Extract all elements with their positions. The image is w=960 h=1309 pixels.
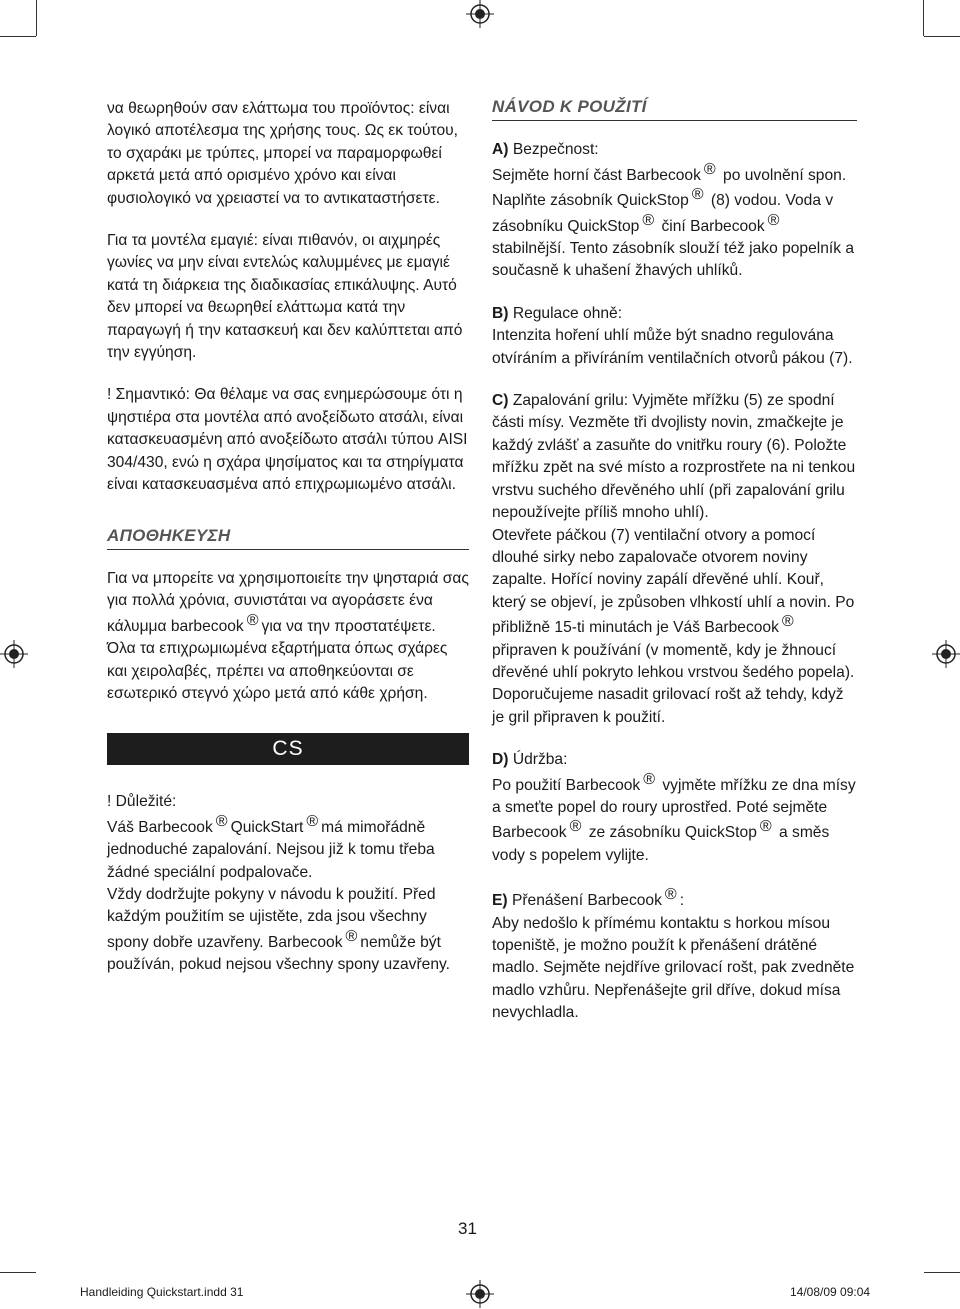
- section-a-heading: A) Bezpečnost:: [492, 141, 599, 159]
- section-c-text: Otevřete páčkou (7) ventilační otvory a pomocí dlouhé sirky nebo zapalovače otvorem noviny zapalte. Hořící noviny zapálí dřevěné uhlí. Kouř, který se objeví, je způsoben vlhkostí uhlí a novin. Po přibližně 15-ti minutách je Váš Barbecook ® připraven k používání (v momentě, kdy je žhnoucí dřevěné uhlí pokryto lehkou vrstvou šedého popela).: [492, 526, 855, 681]
- registered-icon: ®: [691, 186, 704, 204]
- registered-icon: ®: [703, 160, 716, 178]
- section-a-text: Sejměte horní část Barbecook ® po uvolnění spon. Naplňte zásobník QuickStop ® (8) vodou. Voda v zásobníku QuickStop ® činí Barbecook ® stabilnější. Tento zásobník slouží též jako popelník a současně k uhašení žhavých uhlíků.: [492, 160, 855, 280]
- registered-icon: ®: [642, 211, 655, 229]
- registration-mark-icon: [0, 640, 28, 668]
- section-b-heading: B) Regulace ohně:: [492, 304, 623, 322]
- section-c-text: Doporučujeme nasadit grilovací rošt až tehdy, když je gril připraven k použití.: [492, 686, 844, 726]
- language-bar: CS: [107, 733, 469, 765]
- page-number: 31: [458, 1219, 477, 1238]
- registration-mark-icon: [466, 1280, 494, 1308]
- storage-paragraph: Όλα τα επιχρωμιωμένα εξαρτήματα όπως σχάρες και χειρολαβές, πρέπει να αποθηκεύονται σε εσωτερικό στεγνό χώρο μετά από κάθε χρήση.: [107, 640, 448, 702]
- footer-file-info: Handleiding Quickstart.indd 31: [80, 1285, 244, 1299]
- greek-paragraph: να θεωρηθούν σαν ελάττωμα του προϊόντος: είναι λογικό αποτέλεσμα της χρήσης τους. Ως εκ τούτου, το σχαράκι με τρύπες, μπορεί να παραμορφωθεί αρκετά μετά από ορισμένο χρόνο και είναι φυσιολογικό να χρειαστεί να το αντικαταστήσετε.: [107, 100, 458, 207]
- registered-icon: ®: [345, 927, 358, 945]
- right-column: [492, 96, 857, 1025]
- storage-paragraph: Για να μπορείτε να χρησιμοποιείτε την ψησταριά σας για πολλά χρόνια, συνιστάται να αγοράσετε ένα κάλυμμα barbecook ® για να την προστατέψετε.: [107, 569, 469, 635]
- greek-important-note: ! Σημαντικό: Θα θέλαμε να σας ενημερώσουμε ότι η ψηστιέρα στα μοντέλα από ανοξείδωτο ατσάλι, είναι κατασκευασμένη από ανοξείδωτο ατσάλι τύπου AISI 304/430, ενώ η σχάρα ψησίματος και τα στηρίγματα είναι κατασκευασμένα από επιχρωμιωμένο ατσάλι.: [107, 386, 468, 494]
- registered-icon: ®: [767, 211, 780, 229]
- crop-mark: [0, 1272, 36, 1273]
- crop-mark: [923, 0, 924, 36]
- crop-mark: [924, 1272, 960, 1273]
- registered-icon: ®: [643, 770, 656, 788]
- storage-section-title: ΑΠΟΘΗΚΕΥΣΗ: [107, 525, 469, 550]
- registered-icon: ®: [759, 818, 772, 836]
- section-e-heading: E) Přenášení Barbecook ® :: [492, 886, 685, 910]
- registered-icon: ®: [215, 812, 228, 830]
- registered-icon: ®: [306, 812, 319, 830]
- footer-date-info: 14/08/09 09:04: [790, 1285, 871, 1299]
- cs-paragraph: Vždy dodržujte pokyny v návodu k použití. Před každým použitím se ujistěte, zda jsou všechny spony dobře uzavřeny. Barbecook ® nemůže být používán, pokud nejsou všechny spony uzavřeny.: [107, 885, 450, 974]
- crop-mark: [36, 0, 37, 36]
- section-d-text: Po použití Barbecook ® vyjměte mřížku ze dna mísy a smeťte popel do roury uprostřed. Poté sejměte Barbecook ® ze zásobníku QuickStop ® a směs vody s popelem vylijte.: [492, 770, 856, 864]
- instructions-title: NÁVOD K POUŽITÍ: [492, 96, 857, 121]
- section-c-text: C) Zapalování grilu: Vyjměte mřížku (5) ze spodní části mísy. Vezměte tři dvojlisty novin, zmačkejte je každý zvlášť a zasuňte do vnitřku roury (6). Položte mřížku zpět na své místo a rozprostřete na ni tenkou vrstvu suchého dřevěného uhlí (při zapalování grilu nepoužívejte příliš mnoho uhlí).: [492, 392, 856, 522]
- crop-mark: [924, 36, 960, 37]
- registered-icon: ®: [664, 886, 677, 904]
- section-d-heading: D) Údržba:: [492, 751, 568, 769]
- left-column: [107, 98, 469, 977]
- registered-icon: ®: [781, 613, 794, 631]
- registered-icon: ®: [246, 611, 259, 629]
- section-e-text: Aby nedošlo k přímému kontaktu s horkou mísou topeniště, je možno použít k přenášení drátěné madlo. Sejměte nejdříve grilovací rošt, pak zvedněte madlo vzhůru. Nepřenášejte gril dříve, dokud mísa nevychladla.: [492, 914, 855, 1022]
- registered-icon: ®: [569, 818, 582, 836]
- greek-paragraph: Για τα μοντέλα εμαγιέ: είναι πιθανόν, οι αιχμηρές γωνίες να μην είναι εντελώς καλυμμένες με εμαγιέ κατά τη διάρκεια της διαδικασίας επικάλυψης. Αυτό δεν μπορεί να θεωρηθεί ελάττωμα κατά την παραγωγή ή την κατασκευή και δεν καλύπτεται από την εγγύηση.: [107, 232, 463, 362]
- registration-mark-icon: [466, 0, 494, 28]
- registration-mark-icon: [932, 640, 960, 668]
- section-b-text: Intenzita hoření uhlí může být snadno regulována otvíráním a přivíráním ventilačních otvorů pákou (7).: [492, 327, 853, 367]
- cs-paragraph: Váš Barbecook ® QuickStart ® má mimořádně jednoduché zapalování. Nejsou již k tomu třeba žádné speciální podpalovače.: [107, 812, 435, 881]
- crop-mark: [0, 36, 36, 37]
- cs-important-label: ! Důležité:: [107, 793, 177, 811]
